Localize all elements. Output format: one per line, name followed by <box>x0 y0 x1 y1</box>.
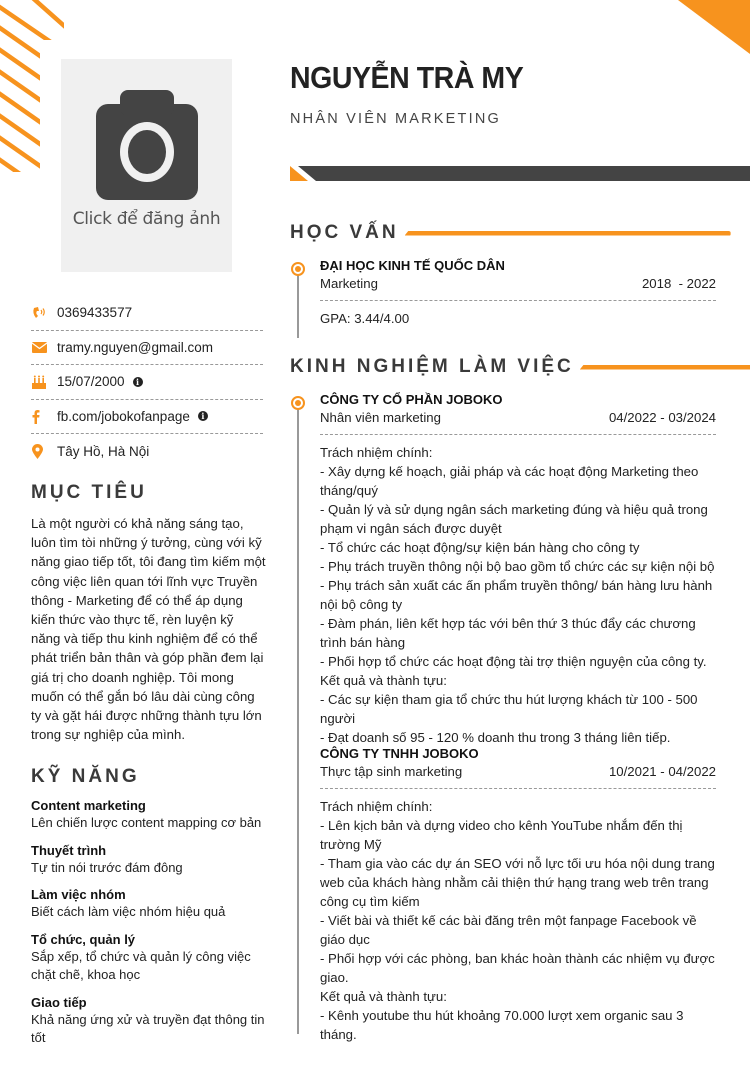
detail-line: Trách nhiệm chính: <box>320 799 433 814</box>
detail-line: Trách nhiệm chính: <box>320 445 433 460</box>
detail-line: - Phụ trách sản xuất các ấn phẩm truyền thông/ bán hàng lưu hành nội bộ công ty <box>320 578 716 612</box>
experience-period: 10/2021 - 04/2022 <box>608 764 716 779</box>
detail-line: - Xây dựng kế hoạch, giải pháp và các hoạt động Marketing theo tháng/quý <box>320 464 702 498</box>
objective-text: Là một người có khả năng sáng tạo, luôn tìm tòi những ý tưởng, cùng với kỹ năng giao tiếp tốt, tôi đang tìm kiếm một công việc liên quan tới lĩnh vực Truyền thông - Marketing để có thể áp dụng kiến thức vào thực tế, rèn luyện kỹ năng và tiếp thu kinh nghiệm để có thể phát triển bản thân và góp phần đem lại giá trị cho doanh nghiệp. Tôi mong muốn có thể gắn bó lâu dài cùng công ty và gặt hái được những thành tựu lớn trong sự nghiệp của mình. <box>31 516 266 743</box>
birthday-cake-icon <box>31 375 57 389</box>
education-details <box>320 309 716 328</box>
email-icon <box>31 342 57 353</box>
contact-value: 15/07/2000 <box>57 374 125 390</box>
section-underline <box>580 365 750 370</box>
skill-item <box>31 994 266 1048</box>
contact-phone[interactable] <box>31 296 263 331</box>
experience-entry <box>320 745 719 1044</box>
skill-name: Content marketing <box>31 798 146 813</box>
education-entry <box>320 257 716 328</box>
skills-section <box>31 766 266 1048</box>
contact-value: 0369433577 <box>57 305 133 321</box>
skill-item <box>31 886 266 922</box>
detail-line: - Quản lý và sử dụng ngân sách marketing đúng và hiệu quả trong phạm vi ngân sách được duyệt <box>320 502 712 536</box>
skills-title: KỸ NĂNG <box>31 766 140 787</box>
skill-desc: Sắp xếp, tổ chức và quản lý công việc chặt chẽ, khoa học <box>31 948 251 982</box>
detail-line: Kết quả và thành tựu: <box>320 989 447 1004</box>
detail-line: - Phối hợp với các phòng, ban khác hoàn thành các nhiệm vụ được giao. <box>320 951 719 985</box>
experience-position: Thực tập sinh marketing <box>320 764 463 779</box>
education-period: 2018 - 2022 <box>641 276 716 291</box>
skill-name: Tổ chức, quản lý <box>31 931 136 947</box>
skill-name: Làm việc nhóm <box>31 887 126 902</box>
info-icon[interactable]: i <box>198 411 208 421</box>
detail-line: - Phụ trách truyền thông nội bộ bao gồm tổ chức các sự kiện nội bộ <box>320 559 715 574</box>
camera-icon <box>96 90 198 202</box>
education-detail-line: GPA: 3.44/4.00 <box>320 311 410 326</box>
skill-item <box>31 931 266 985</box>
experience-title: KINH NGHIỆM LÀM VIỆC <box>290 356 574 377</box>
detail-line: - Phối hợp tổ chức các hoạt động tài trợ thiện nguyện của công ty. <box>320 654 707 669</box>
contact-address[interactable] <box>31 434 263 469</box>
education-heading <box>290 222 731 244</box>
education-title: HỌC VẤN <box>290 222 399 243</box>
detail-line: - Viết bài và thiết kế các bài đăng trên một fanpage Facebook về giáo dục <box>320 913 701 947</box>
objective-title: MỤC TIÊU <box>31 482 147 503</box>
timeline-dot-icon <box>291 396 305 410</box>
contact-list <box>31 296 263 469</box>
skill-desc: Tự tin nói trước đám đông <box>31 859 183 875</box>
skill-desc: Khả năng ứng xử và truyền đạt thông tin tốt <box>31 1011 265 1045</box>
detail-line: - Đàm phán, liên kết hợp tác với bên thứ 3 thúc đẩy các chương trình bán hàng <box>320 616 700 650</box>
experience-meta <box>320 762 716 789</box>
phone-icon <box>31 306 57 320</box>
detail-line: - Tổ chức các hoạt động/sự kiện bán hàng cho công ty <box>320 540 640 555</box>
contact-birthday[interactable] <box>31 365 263 400</box>
detail-line: - Các sự kiện tham gia tổ chức thu hút lượng khách từ 100 - 500 người <box>320 692 702 726</box>
info-icon[interactable]: i <box>133 377 143 387</box>
experience-details <box>320 443 716 747</box>
contact-facebook[interactable] <box>31 400 263 435</box>
contact-value: tramy.nguyen@gmail.com <box>57 339 214 355</box>
facebook-icon <box>31 409 57 424</box>
experience-entry <box>320 391 716 747</box>
candidate-name: NGUYỄN TRÀ MY <box>290 60 524 95</box>
section-underline <box>405 231 731 236</box>
candidate-job-title: NHÂN VIÊN MARKETING <box>290 111 501 127</box>
experience-timeline <box>297 408 299 1034</box>
skill-desc: Lên chiến lược content mapping cơ bản <box>31 815 262 830</box>
company-name: CÔNG TY CỔ PHẦN JOBOKO <box>320 392 503 407</box>
location-pin-icon <box>31 444 57 459</box>
skill-item <box>31 842 266 878</box>
detail-line: - Đạt doanh số 95 - 120 % doanh thu trong 3 tháng liên tiếp. <box>320 730 671 745</box>
contact-value: Tây Hồ, Hà Nội <box>57 443 150 459</box>
objective-section <box>31 482 266 744</box>
company-name: CÔNG TY TNHH JOBOKO <box>320 746 479 761</box>
experience-meta <box>320 408 716 435</box>
detail-line: - Kênh youtube thu hút khoảng 70.000 lượt xem organic sau 3 tháng. <box>320 1008 688 1042</box>
skill-name: Thuyết trình <box>31 842 107 858</box>
detail-line: - Tham gia vào các dự án SEO với nỗ lực tối ưu hóa nội dung trang web của khách hàng nhằm cải thiện thứ hạng trang web trên trang công cụ tìm kiếm <box>320 856 719 909</box>
experience-period: 04/2022 - 03/2024 <box>608 410 716 425</box>
skill-item <box>31 797 266 833</box>
timeline-dot-icon <box>291 262 305 276</box>
education-major: Marketing <box>320 276 378 291</box>
detail-line: - Lên kịch bản và dựng video cho kênh YouTube nhắm đến thị trường Mỹ <box>320 818 687 852</box>
photo-upload[interactable] <box>61 59 232 272</box>
detail-line: Kết quả và thành tựu: <box>320 673 447 688</box>
experience-details <box>320 797 719 1044</box>
school-name: ĐẠI HỌC KINH TẾ QUỐC DÂN <box>320 258 505 273</box>
skill-desc: Biết cách làm việc nhóm hiệu quả <box>31 904 226 919</box>
contact-email[interactable] <box>31 331 263 366</box>
contact-value: fb.com/jobokofanpage <box>57 408 190 424</box>
header-divider-bar <box>290 166 750 181</box>
experience-position: Nhân viên marketing <box>320 410 441 425</box>
experience-heading <box>290 356 750 378</box>
photo-upload-label: Click để đăng ảnh <box>72 209 221 229</box>
education-meta <box>320 274 716 301</box>
decorative-corner-triangle <box>678 0 750 54</box>
decorative-stripes <box>0 0 64 172</box>
education-timeline <box>297 274 299 338</box>
skill-name: Giao tiếp <box>31 994 87 1010</box>
